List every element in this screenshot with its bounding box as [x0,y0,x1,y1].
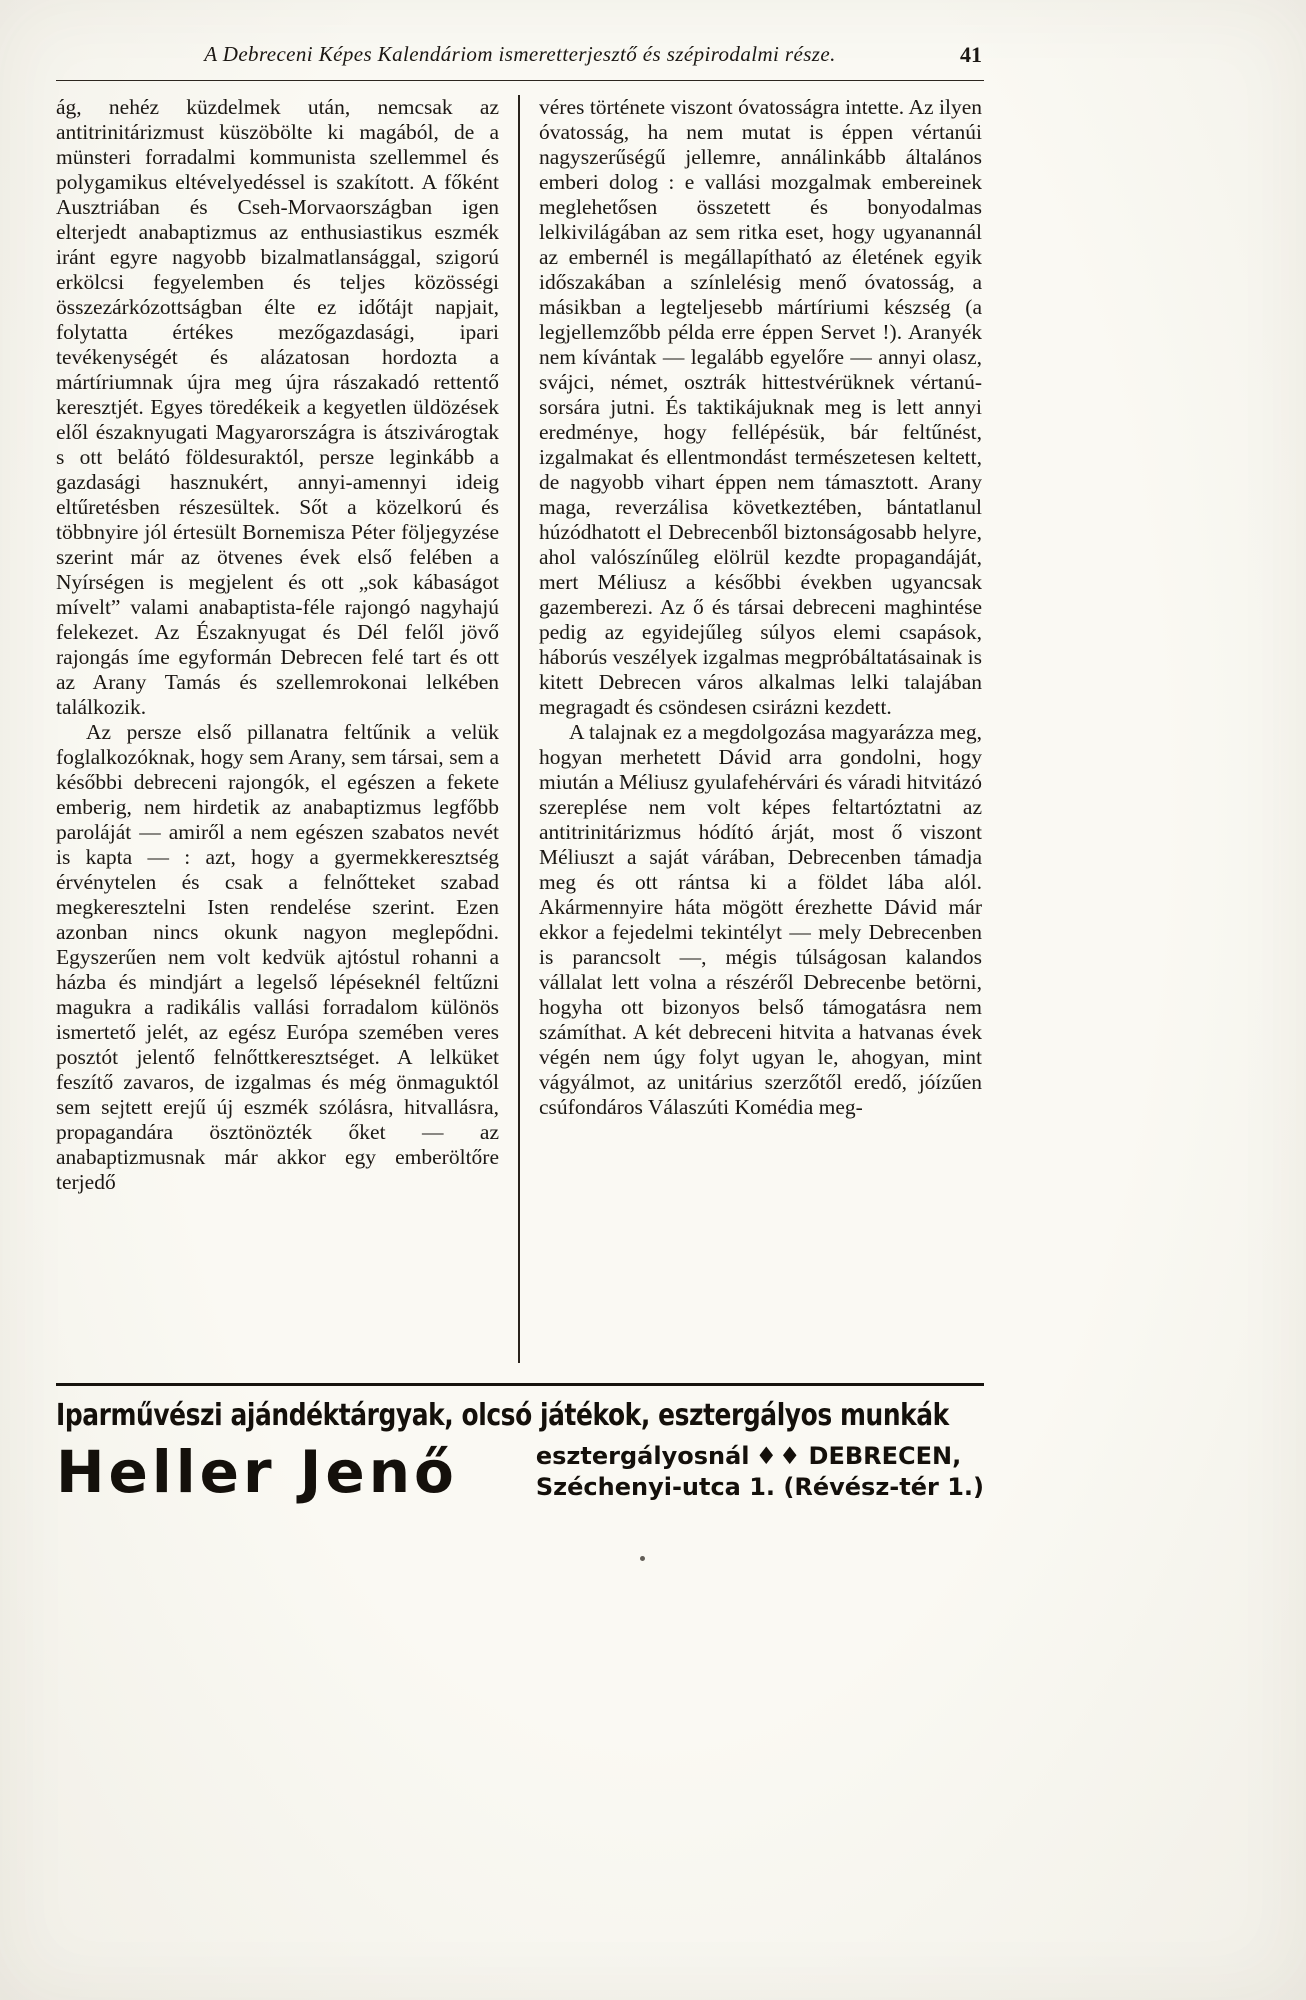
column-divider [518,95,520,1363]
ad-details [536,1441,984,1503]
ad-detail-line [536,1441,984,1472]
paragraph: ág, nehéz küzdelmek után, nemcsak az antitrinitárizmust küszöbölte ki magából, de a münsteri forradalmi kommunista szellemmel és polygamikus eltévelyedéssel is szakított. A főként Ausztriában és Cseh-Morvaországban igen elterjedt anabaptizmus az enthusiastikus eszmék iránt egyre nagyobb bizalmatlansággal, szigorú erkölcsi fegyelemben és teljes közösségi összezárkózottságban élte ez időtájt napjait, folytatta értékes mezőgazdasági, ipari tevékenységét és alázatosan hordozta a mártíriumnak újra meg újra rászakadó rettentő keresztjét. Egyes töredékeik a kegyetlen üldözések elől északnyugati Magyarországra is átszivárogtak s ott belátó földesuraktól, persze leginkább a gazdasági hasznukért, annyi-amennyi ideig eltűretésben részesültek. Sőt a közelkorú és többnyire jól értesült Bornemisza Péter följegyzése szerint már az ötvenes évek első felében a Nyírségen is megjelent és ott „sok kábaságot mívelt” valami anabaptista-féle rajongó nagyhajú felekezet. Az Északnyugat és Dél felől jövő rajongás íme egyformán Debrecen felé tart és ott az Arany Tamás és szellemrokonai lelkében találkozik. [56,95,499,719]
page-number: 41 [960,42,982,67]
ad-address: Széchenyi-utca 1. (Révész-tér 1.) [535,1473,984,1502]
advertisement [56,1386,984,1507]
ad-row [56,1438,984,1507]
right-column [539,95,982,1363]
text-columns [56,95,984,1363]
left-column [56,95,499,1363]
paragraph: véres története viszont óvatosságra intette. Az ilyen óvatosság, ha nem mutat is éppen vértanúi nagyszerűségű jellemre, annálinkább általános emberi dolog : e vallási mozgalmak embereinek meglehetősen összetett és bonyodalmas lelkivilágában az sem ritka eset, hogy ugyanannál az embernél is megállapítható az életének egyik időszakában a színlelésig menő óvatosság, a másikban a legteljesebb mártíriumi készség (a legjellemzőbb példa erre éppen Servet !). Aranyék nem kívántak — legalább egyelőre — annyi olasz, svájci, német, osztrák hittestvérüknek vértanú-sorsára jutni. És taktikájuknak meg is lett annyi eredménye, hogy fellépésük, bár feltűnést, izgalmakat és ellentmondást természetesen keltett, de nagyobb vihart éppen nem támasztott. Arany maga, reverzálisa következtében, bántatlanul húzódhatott el Debrecenből biztonságosabb helyre, ahol valószínűleg elölrül kezdte propagandáját, mert Méliusz a későbbi években ugyancsak gazemberezi. Az ő és társai debreceni maghintése pedig az egyidejűleg súlyos elemi csapások, háborús veszélyek izgalmas megpróbáltatásainak is kitett Debrecen város alkalmas lelki talajában megragadt és csöndesen csirázni kezdett. [539,95,982,719]
scan-artifact-dot [640,1556,645,1561]
ad-headline: Iparművészi ajándéktárgyak, olcsó játékok, esztergályos munkák [56,1398,949,1433]
header-rule [56,80,984,81]
diamond-ornament-icon: ♦♦ [755,1442,803,1470]
page-content [56,42,984,1507]
ad-trade-label: esztergályosnál [535,1442,750,1470]
running-header [56,42,984,76]
ad-city: DEBRECEN, [808,1442,962,1470]
ad-brand-name: Heller Jenő [56,1438,458,1507]
paragraph: A talajnak ez a megdolgozása magyarázza meg, hogyan merhetett Dávid arra gondolni, hogy miután a Méliusz gyulafehérvári és váradi hitvitázó szereplése nem volt képes feltartóztatni az antitrinitárizmus hódító árját, most ő viszont Méliuszt a saját várában, Debrecenben támadja meg és ott rántsa ki a földet lába alól. Akármennyire háta mögött érezhette Dávid már ekkor a fejedelmi tekintélyt — mely Debrecenben is parancsolt —, mégis túlságosan kalandos vállalat lett volna a részéről Debrecenbe betörni, hogyha ott bizonyos belső támogatásra nem számíthat. A két debreceni hitvita a hatvanas évek végén nem úgy folyt ugyan le, ahogyan, mint vágyálmot, az unitárius szerzőtől eredő, jóízűen csúfondáros Válaszúti Komédia meg- [539,720,982,1119]
header-title: A Debreceni Képes Kalendáriom ismeretterjesztő és szépirodalmi része. [204,42,836,66]
paragraph: Az persze első pillanatra feltűnik a velük foglalkozóknak, hogy sem Arany, sem társai, sem a későbbi debreceni rajongók, el egészen a fekete emberig, nem hirdetik az anabaptizmus legfőbb paroláját — amiről a nem egészen szabatos nevét is kapta — : azt, hogy a gyermekkeresztség érvénytelen és csak a felnőtteket szabad megkeresztelni Isten rendelése szerint. Ezen azonban nincs okunk nagyon meglepődni. Egyszerűen nem volt kedvük ajtóstul rohanni a házba és mindjárt a legelső lépéseknél feltűzni magukra a radikális vallási forradalom különös ismertető jelét, az egész Európa szemében veres posztót jelentő felnőttkeresztséget. A lelküket feszítő zavaros, de izgalmas és még önmaguktól sem sejtett erejű új eszmék szólásra, hitvallásra, propagandára ösztönözték őket — az anabaptizmusnak már akkor egy emberöltőre terjedő [56,720,499,1194]
